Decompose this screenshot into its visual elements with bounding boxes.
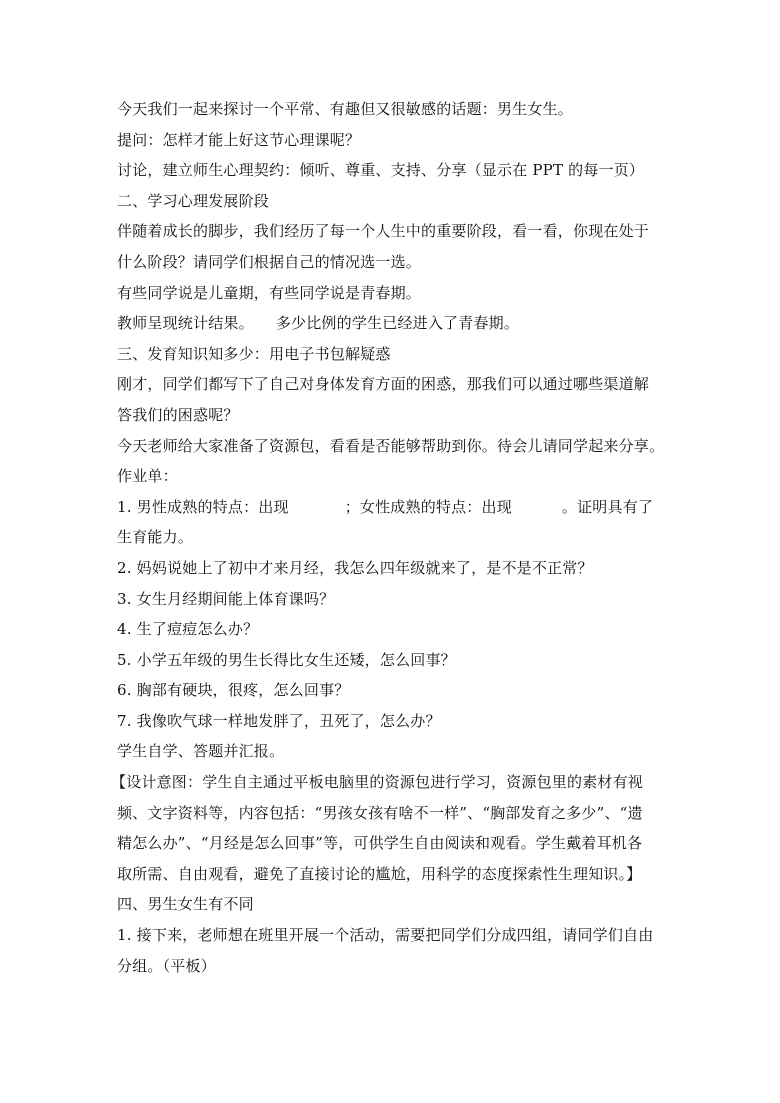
design-intent: 频、文字资料等，内容包括：“男孩女孩有啥不一样”、“胸部发育之多少”、“遗 bbox=[117, 803, 643, 822]
question-part: 1. 男性成熟的特点：出现 bbox=[117, 497, 289, 516]
paragraph: 作业单： bbox=[117, 467, 178, 486]
worksheet-question: 6. 胸部有硬块，很疼，怎么回事？ bbox=[117, 681, 350, 700]
paragraph: 今天我们一起来探讨一个平常、有趣但又很敏感的话题：男生女生。 bbox=[117, 100, 574, 118]
paragraph: 1. 接下来，老师想在班里开展一个活动，需要把同学们分成四组，请同学们自由 bbox=[117, 926, 654, 945]
paragraph: 分组。（平板） bbox=[117, 956, 216, 975]
design-intent: 精怎么办”、“月经是怎么回事”等，可供学生自由阅读和观看。学生戴着耳机各 bbox=[117, 834, 643, 853]
section-heading: 三、发育知识知多少：用电子书包解疑惑 bbox=[117, 344, 391, 363]
worksheet-question: 5. 小学五年级的男生长得比女生还矮，怎么回事？ bbox=[117, 650, 456, 669]
worksheet-question: 7. 我像吹气球一样地发胖了，丑死了，怎么办？ bbox=[117, 711, 441, 730]
paragraph: 学生自学、答题并汇报。 bbox=[117, 742, 285, 761]
worksheet-question: 3. 女生月经期间能上体育课吗？ bbox=[117, 589, 335, 608]
design-intent: 【设计意图：学生自主通过平板电脑里的资源包进行学习，资源包里的素材有视 bbox=[111, 773, 644, 792]
paragraph: 伴随着成长的脚步，我们经历了每一个人生中的重要阶段，看一看，你现在处于 bbox=[117, 222, 650, 241]
section-heading: 二、学习心理发展阶段 bbox=[117, 191, 270, 210]
document-body bbox=[111, 94, 665, 981]
paragraph: 今天老师给大家准备了资源包，看看是否能够帮助到你。待会儿请同学起来分享。 bbox=[117, 436, 665, 455]
paragraph: 什么阶段？请同学们根据自己的情况选一选。 bbox=[117, 252, 422, 271]
worksheet-question: 2. 妈妈说她上了初中才来月经，我怎么四年级就来了，是不是不正常？ bbox=[117, 558, 593, 577]
paragraph: 有些同学说是儿童期，有些同学说是青春期。 bbox=[117, 283, 422, 302]
worksheet-question: 4. 生了痘痘怎么办？ bbox=[117, 620, 259, 639]
question-part: ；女性成熟的特点：出现 bbox=[344, 497, 512, 516]
paragraph: 刚才，同学们都写下了自己对身体发育方面的困惑，那我们可以通过哪些渠道解 bbox=[117, 375, 650, 394]
section-heading: 四、男生女生有不同 bbox=[117, 895, 254, 914]
worksheet-question-1 bbox=[117, 492, 665, 523]
paragraph: 答我们的困惑呢？ bbox=[117, 405, 239, 424]
paragraph bbox=[117, 308, 665, 339]
worksheet-question-1-cont: 生育能力。 bbox=[117, 528, 194, 547]
paragraph-part: 教师呈现统计结果。 bbox=[117, 314, 254, 333]
design-intent: 取所需、自由观看，避免了直接讨论的尴尬，用科学的态度探索性生理知识。】 bbox=[117, 864, 642, 883]
question-part: 。证明具有了 bbox=[561, 497, 654, 516]
paragraph: 讨论，建立师生心理契约：倾听、尊重、支持、分享（显示在 PPT 的每一页） bbox=[117, 161, 645, 180]
paragraph: 提问：怎样才能上好这节心理课呢？ bbox=[117, 130, 361, 149]
paragraph-part: 多少比例的学生已经进入了青春期。 bbox=[275, 314, 520, 333]
